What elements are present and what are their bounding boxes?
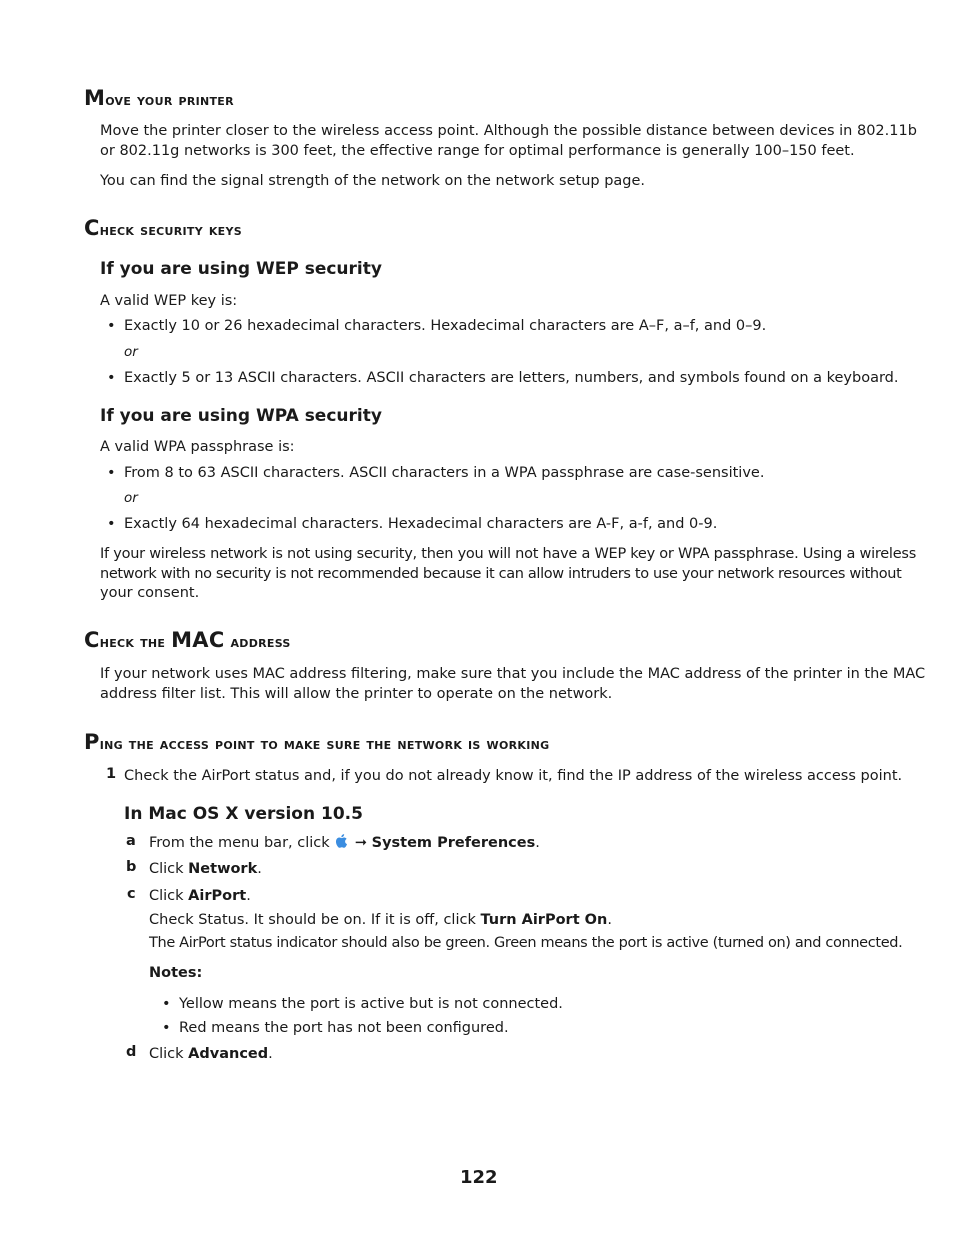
step-text: Check the AirPort status and, if you do not already know it, find the IP address of the wireless access point. [124, 768, 903, 784]
punctuation: . [607, 912, 612, 928]
heading-check-security-keys [84, 216, 242, 240]
paragraph: address filter list. This will allow the printer to operate on the network. [100, 686, 613, 702]
substep-c-text [149, 886, 251, 906]
ui-term-turn-airport-on: Turn AirPort On [480, 912, 608, 928]
substep-label: c [127, 886, 136, 902]
paragraph: You can find the signal strength of the network on the network setup page. [100, 173, 646, 189]
note-item: Red means the port has not been configured. [179, 1020, 509, 1036]
heading-rest: address [224, 632, 291, 651]
list-item: Exactly 64 hexadecimal characters. Hexadecimal characters are A-F, a-f, and 0-9. [124, 516, 718, 532]
apple-logo-icon [334, 833, 350, 849]
substep-c-line3: The AirPort status indicator should also be green. Green means the port is active (turned on) and connected. [149, 935, 903, 951]
heading-cap: P [84, 730, 100, 754]
paragraph: network with no security is not recommended because it can allow intruders to use your network resources without [100, 566, 902, 582]
list-item: From 8 to 63 ASCII characters. ASCII characters in a WPA passphrase are case-sensitive. [124, 465, 765, 481]
or-label: or [124, 344, 138, 360]
bullet-icon: • [107, 465, 116, 481]
subheading-wpa: If you are using WPA security [100, 406, 382, 426]
paragraph: If your network uses MAC address filtering, make sure that you include the MAC address of the printer in the MAC [100, 666, 926, 682]
paragraph: Move the printer closer to the wireless access point. Although the possible distance between devices in 802.11b [100, 123, 917, 139]
substep-label: b [126, 859, 137, 875]
substep-text: From the menu bar, click [149, 835, 330, 851]
punctuation: . [535, 835, 540, 851]
page-number: 122 [460, 1167, 498, 1188]
or-label: or [124, 490, 138, 506]
substep-text: Check Status. It should be on. If it is off, click [149, 912, 476, 928]
substep-b-text [149, 859, 262, 879]
notes-label: Notes: [149, 965, 203, 981]
heading-cap: M [84, 86, 106, 110]
substep-a-text [149, 833, 540, 853]
paragraph: or 802.11g networks is 300 feet, the effective range for optimal performance is generally 100–150 feet. [100, 143, 855, 159]
heading-rest: ing the access point to make sure the network is working [99, 734, 550, 753]
heading-mid: heck the [99, 632, 172, 651]
heading-ping-access-point [84, 730, 549, 754]
heading-rest: heck security keys [99, 220, 242, 239]
paragraph: If your wireless network is not using security, then you will not have a WEP key or WPA passphrase. Using a wireless [100, 546, 916, 562]
substep-text: Click [149, 1046, 184, 1062]
ui-term-network: Network [188, 861, 258, 877]
bullet-icon: • [162, 1020, 171, 1036]
substep-c-line2 [149, 910, 612, 930]
substep-d-text [149, 1044, 273, 1064]
substep-label: d [126, 1044, 137, 1060]
subheading-wep: If you are using WEP security [100, 259, 382, 279]
subheading-mac-os-x: In Mac OS X version 10.5 [124, 804, 363, 824]
note-item: Yellow means the port is active but is not connected. [179, 996, 563, 1012]
bullet-icon: • [107, 318, 116, 334]
bullet-icon: • [162, 996, 171, 1012]
heading-cap: C [84, 628, 100, 652]
list-item: Exactly 5 or 13 ASCII characters. ASCII characters are letters, numbers, and symbols found on a keyboard. [124, 370, 899, 386]
step-number: 1 [106, 766, 117, 782]
heading-check-mac-address [84, 628, 291, 652]
punctuation: . [257, 861, 262, 877]
heading-mac: MAC [171, 628, 225, 652]
arrow-icon: ➞ [354, 835, 368, 851]
bullet-icon: • [107, 516, 116, 532]
heading-rest: ove your printer [105, 90, 234, 109]
substep-text: Click [149, 888, 184, 904]
bullet-icon: • [107, 370, 116, 386]
punctuation: . [246, 888, 251, 904]
list-item: Exactly 10 or 26 hexadecimal characters. Hexadecimal characters are A–F, a–f, and 0–9. [124, 318, 767, 334]
ui-term-advanced: Advanced [188, 1046, 269, 1062]
punctuation: . [268, 1046, 273, 1062]
paragraph: your consent. [100, 585, 200, 601]
ui-term-airport: AirPort [188, 888, 247, 904]
paragraph: A valid WEP key is: [100, 293, 238, 309]
heading-move-your-printer [84, 86, 234, 110]
heading-cap: C [84, 216, 100, 240]
menu-item-system-preferences: System Preferences [371, 835, 536, 851]
paragraph: A valid WPA passphrase is: [100, 439, 295, 455]
substep-label: a [126, 833, 136, 849]
substep-text: Click [149, 861, 184, 877]
